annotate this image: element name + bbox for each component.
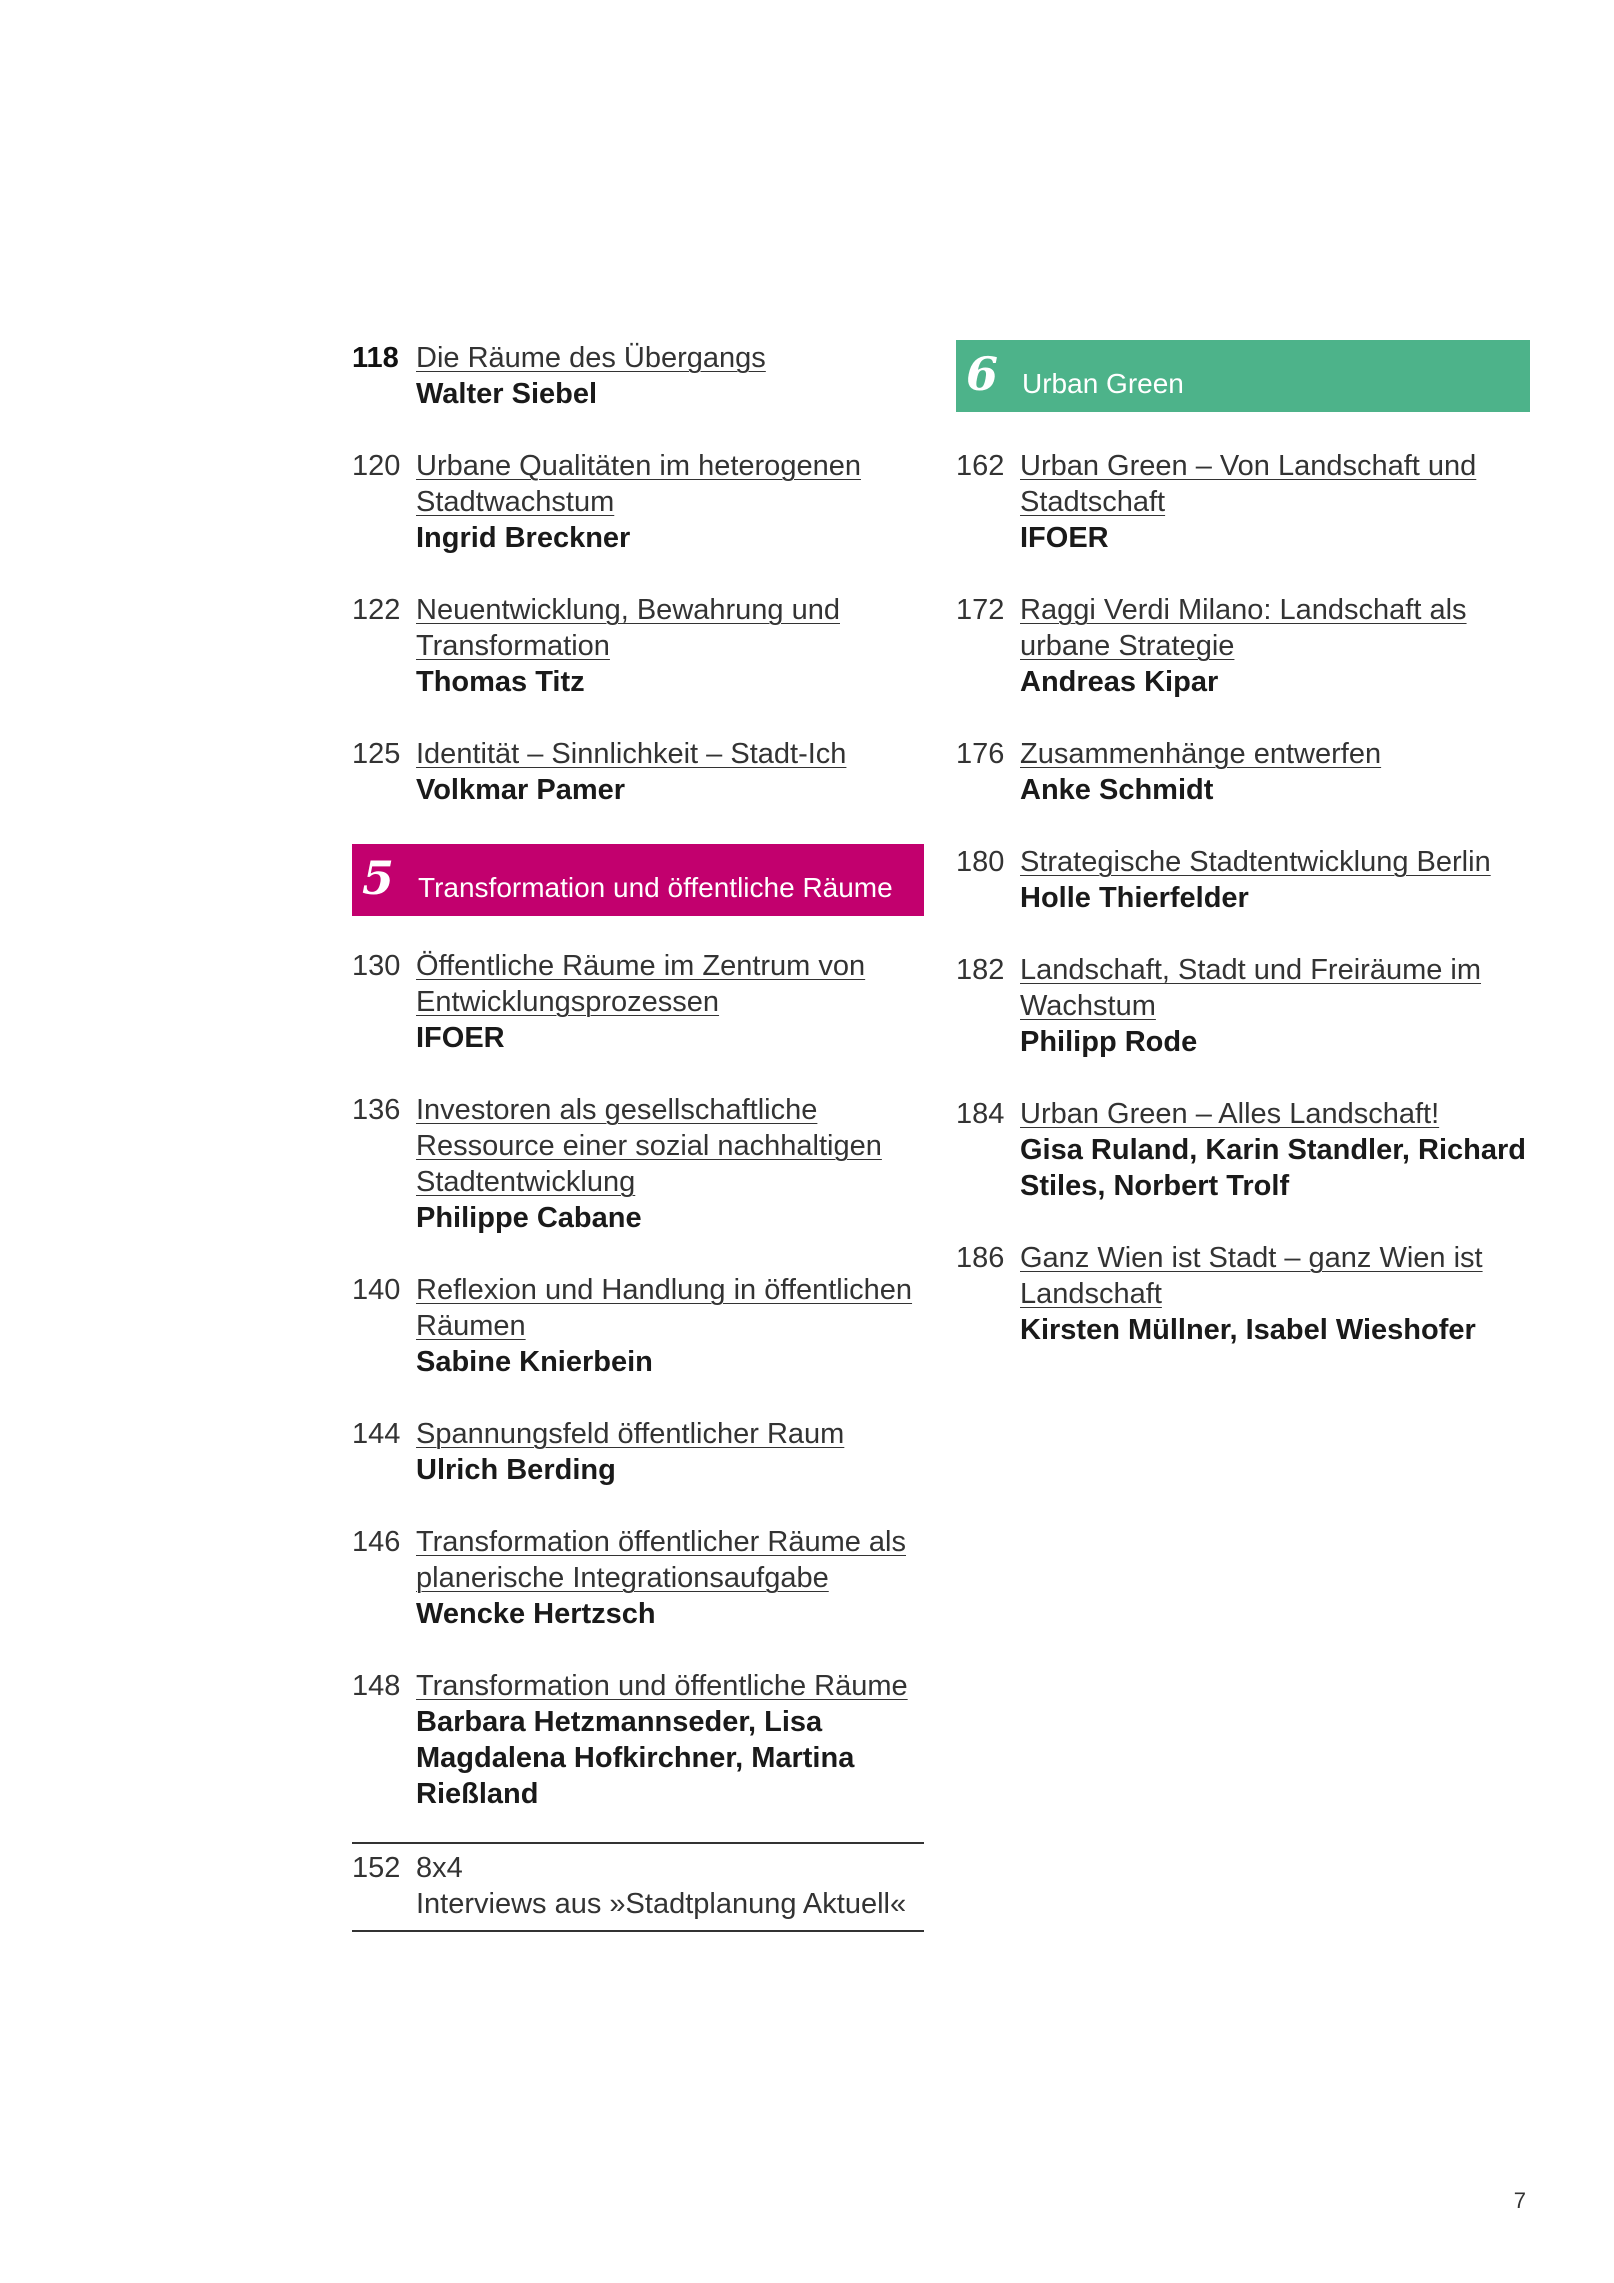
toc-entry-author: Holle Thierfelder <box>1020 882 1249 914</box>
section-title: Urban Green <box>1022 368 1184 399</box>
toc-entry[interactable] <box>956 952 1530 1060</box>
toc-page-number: 186 <box>956 1242 1005 1274</box>
toc-entry-title[interactable]: Zusammenhänge entwerfen <box>1020 738 1382 770</box>
toc-entry-title[interactable]: Urban Green – Alles Landschaft! <box>1020 1098 1440 1130</box>
toc-entry-author: Gisa Ruland, Karin Standler, Richard Stiles, Norbert Trolf <box>1020 1134 1527 1202</box>
section-header-6 <box>956 340 1530 412</box>
toc-entry-title[interactable]: Transformation öffentlicher Räume als planerische Integrationsaufgabe <box>416 1526 906 1594</box>
toc-entry-author: Wencke Hertzsch <box>416 1598 656 1630</box>
toc-entry-title[interactable]: Ganz Wien ist Stadt – ganz Wien ist Landschaft <box>1020 1242 1483 1310</box>
toc-entry-author: Kirsten Müllner, Isabel Wieshofer <box>1020 1314 1476 1346</box>
toc-entry-title[interactable]: Investoren als gesellschaftliche Ressource einer sozial nachhaltigen Stadtentwicklung <box>416 1094 882 1198</box>
toc-page-number: 125 <box>352 738 401 770</box>
toc-entry[interactable] <box>956 844 1530 916</box>
toc-entry-title[interactable]: Transformation und öffentliche Räume <box>416 1670 908 1702</box>
toc-entry-title[interactable]: 8x4 <box>416 1852 463 1884</box>
toc-entry[interactable] <box>352 736 924 808</box>
toc-entry-author: Anke Schmidt <box>1020 774 1214 806</box>
toc-entry-author: Philipp Rode <box>1020 1026 1198 1058</box>
toc-page-number: 144 <box>352 1418 401 1450</box>
section-number: 5 <box>362 851 395 905</box>
toc-entry-subtitle: Interviews aus »Stadtplanung Aktuell« <box>416 1888 907 1920</box>
toc-entry[interactable] <box>352 1524 924 1632</box>
toc-page-number: 130 <box>352 950 401 982</box>
toc-entry-title[interactable]: Die Räume des Übergangs <box>416 342 766 374</box>
toc-entry-title[interactable]: Urban Green – Von Landschaft und Stadtschaft <box>1020 450 1477 518</box>
toc-entry[interactable] <box>352 1092 924 1236</box>
toc-entry-title[interactable]: Neuentwicklung, Bewahrung und Transformation <box>416 594 840 662</box>
toc-page-number: 146 <box>352 1526 401 1558</box>
toc-page-number: 148 <box>352 1670 401 1702</box>
toc-entry-author: IFOER <box>1020 522 1109 554</box>
toc-page-number: 118 <box>352 342 399 374</box>
toc-entry[interactable] <box>956 736 1530 808</box>
toc-page-number: 184 <box>956 1098 1005 1130</box>
toc-entry[interactable] <box>352 1416 924 1488</box>
toc-entry[interactable] <box>352 340 924 412</box>
toc-entry-title[interactable]: Identität – Sinnlichkeit – Stadt-Ich <box>416 738 847 770</box>
toc-entry[interactable] <box>956 448 1530 556</box>
toc-entry-author: Andreas Kipar <box>1020 666 1219 698</box>
toc-page-number: 172 <box>956 594 1005 626</box>
toc-page-number: 140 <box>352 1274 401 1306</box>
toc-left-column <box>352 340 924 1932</box>
toc-page-number: 176 <box>956 738 1005 770</box>
toc-entry-author: Volkmar Pamer <box>416 774 626 806</box>
toc-entry-title[interactable]: Landschaft, Stadt und Freiräume im Wachstum <box>1020 954 1482 1022</box>
toc-entry[interactable] <box>956 1096 1530 1204</box>
toc-page-number: 162 <box>956 450 1005 482</box>
toc-entry-author: Ulrich Berding <box>416 1454 616 1486</box>
toc-entry[interactable] <box>352 1850 924 1922</box>
toc-entry[interactable] <box>352 448 924 556</box>
section-number: 6 <box>966 347 999 401</box>
toc-entry-title[interactable]: Strategische Stadtentwicklung Berlin <box>1020 846 1491 878</box>
toc-page-number: 180 <box>956 846 1005 878</box>
toc-page-number: 122 <box>352 594 401 626</box>
toc-page-number: 136 <box>352 1094 401 1126</box>
toc-page-number: 182 <box>956 954 1005 986</box>
toc-entry-author: Barbara Hetzmannseder, Lisa Magdalena Hofkirchner, Martina Rießland <box>416 1706 855 1810</box>
toc-entry-title[interactable]: Reflexion und Handlung in öffentlichen Räumen <box>416 1274 913 1342</box>
toc-entry[interactable] <box>352 592 924 700</box>
toc-entry-author: Ingrid Breckner <box>416 522 631 554</box>
toc-entry[interactable] <box>352 1668 924 1812</box>
toc-entry-title[interactable]: Öffentliche Räume im Zentrum von Entwicklungsprozessen <box>416 950 866 1018</box>
toc-entry-title[interactable]: Spannungsfeld öffentlicher Raum <box>416 1418 845 1450</box>
toc-boxed-entry[interactable] <box>352 1842 924 1932</box>
toc-page-number: 152 <box>352 1852 401 1884</box>
toc-entry-author: IFOER <box>416 1022 505 1054</box>
page-number: 7 <box>1513 2188 1526 2213</box>
toc-entry[interactable] <box>352 948 924 1056</box>
section-title: Transformation und öffentliche Räume <box>418 872 893 903</box>
toc-entry-author: Thomas Titz <box>416 666 585 698</box>
toc-right-column <box>956 340 1530 1384</box>
toc-entry-author: Sabine Knierbein <box>416 1346 653 1378</box>
toc-entry-title[interactable]: Urbane Qualitäten im heterogenen Stadtwachstum <box>416 450 861 518</box>
toc-page-number: 120 <box>352 450 401 482</box>
section-header-5 <box>352 844 924 916</box>
toc-entry[interactable] <box>956 592 1530 700</box>
toc-entry[interactable] <box>352 1272 924 1380</box>
toc-entry[interactable] <box>956 1240 1530 1348</box>
toc-entry-author: Philippe Cabane <box>416 1202 642 1234</box>
toc-entry-author: Walter Siebel <box>416 378 598 410</box>
toc-entry-title[interactable]: Raggi Verdi Milano: Landschaft als urbane Strategie <box>1020 594 1467 662</box>
